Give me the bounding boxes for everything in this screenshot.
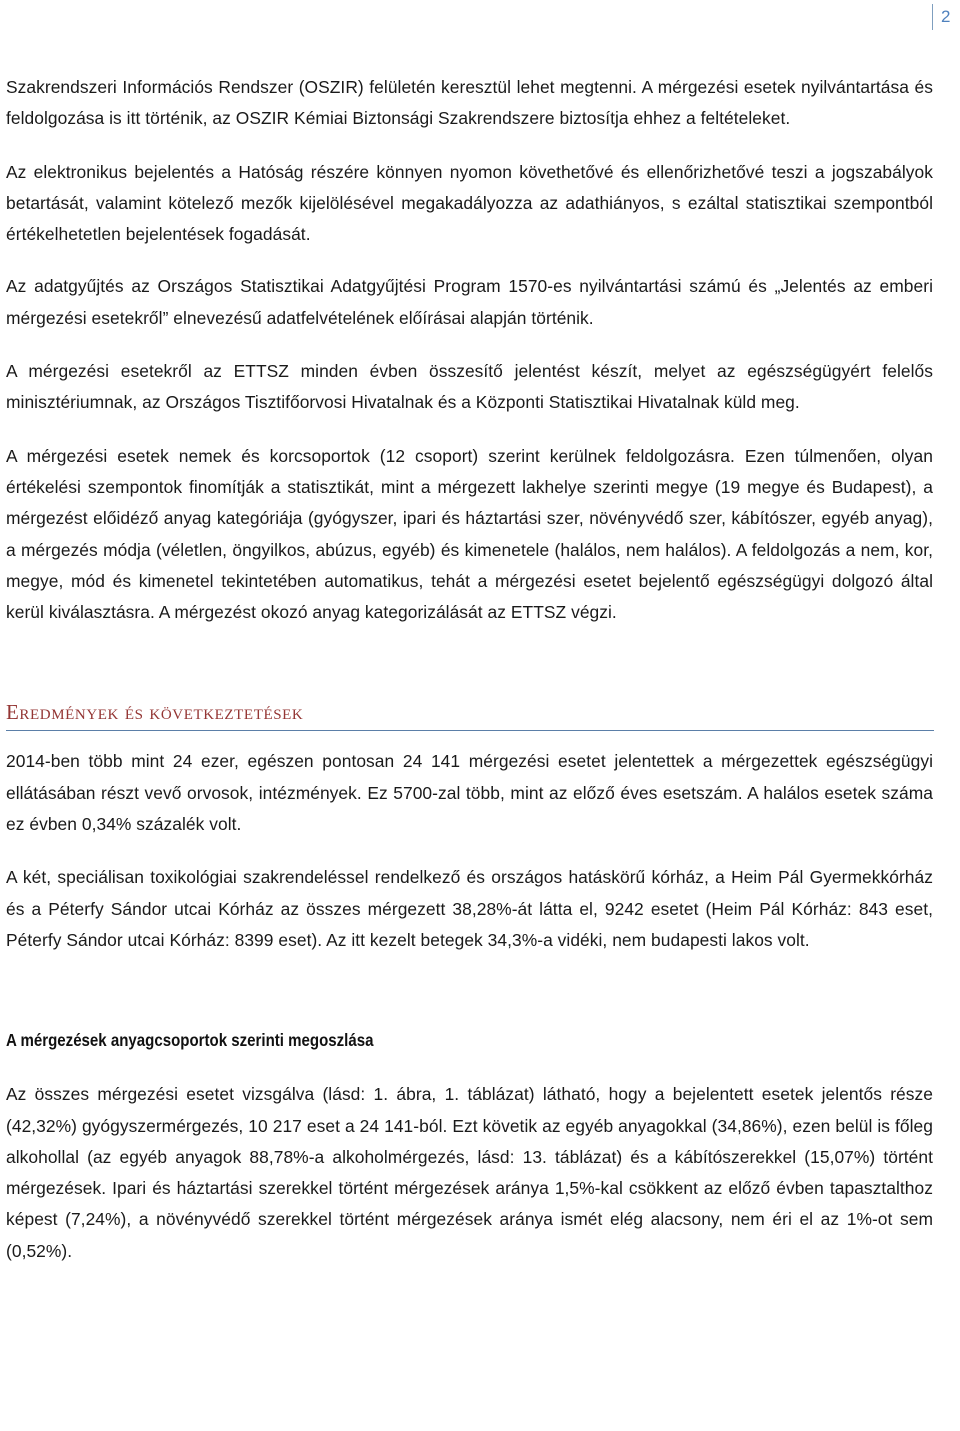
paragraph-processing: A mérgezési esetek nemek és korcsoportok (12 csoport) szerint kerülnek feldolgozásra. Ezen túlmenően, olyan értékelési szempontok finomítják a statisztikát, mint a mérgezett lakhelye szerinti megye (19 megye és Budapest), a mérgezést előidéző anyag kategóriája (gyógyszer, ipari és háztartási szer, növényvédő szer, kábítószer, egyéb anyag), a mérgezés módja (véletlen, öngyilkos, abúzus, egyéb) és kimenetele (halálos, nem halálos). A feldolgozás a nem, kor, megye, mód és kimenetel tekintetében automatikus, tehát a mérgezési esetet bejelentő egészségügyi dolgozó által kerül kiválasztásra. A mérgezést okozó anyag kategorizálását az ETTSZ végzi. <box>6 445 933 623</box>
subheading-substance-groups: A mérgezések anyagcsoportok szerinti megoszlása <box>6 1030 374 1051</box>
paragraph-data-collection: Az adatgyűjtés az Országos Statisztikai Adatgyűjtési Program 1570-es nyilvántartási számú és „Jelentés az emberi mérgezési esetekről” elnevezésű adatfelvételének előírásai alapján történik. <box>6 276 933 328</box>
paragraph-oszir: Szakrendszeri Információs Rendszer (OSZIR) felületén keresztül lehet megtenni. A mérgezési esetek nyilvántartása és feldolgozása is itt történik, az OSZIR Kémiai Biztonsági Szakrendszere biztosítja ehhez a feltételeket. <box>6 77 933 129</box>
paragraph-annual-report: A mérgezési esetekről az ETTSZ minden évben összesítő jelentést készít, melyet az egészségügyért felelős minisztériumnak, az Országos Tisztifőorvosi Hivatalnak és a Központi Statisztikai Hivatalnak küld meg. <box>6 361 933 413</box>
paragraph-substance-distribution: Az összes mérgezési esetet vizsgálva (lásd: 1. ábra, 1. táblázat) látható, hogy a bejelentett esetek jelentős része (42,32%) gyógyszermérgezés, 10 217 eset a 24 141-ból. Ezt követik az egyéb anyagokkal (34,86%), ezen belül is főleg alkohollal (az egyéb anyagok 88,78%-a alkoholmérgezés, lásd: 13. táblázat) és a kábítószerekkel (15,07%) történt mérgezések. Ipari és háztartási szerekkel történt mérgezések aránya 1,5%-kal csökkent az előző évben tapasztalthoz képest (7,24%), a növényvédő szerekkel történt mérgezések aránya ismét elég alacsony, nem éri el az 1%-ot sem (0,52%). <box>6 1084 933 1261</box>
paragraph-hospitals: A két, speciálisan toxikológiai szakrendeléssel rendelkező és országos hatáskörű kórház, a Heim Pál Gyermekkórház és a Péterfy Sándor utcai Kórház az összes mérgezett 38,28%-át látta el, 9242 esetet (Heim Pál Kórház: 843 eset, Péterfy Sándor utcai Kórház: 8399 eset). Az itt kezelt betegek 34,3%-a vidéki, nem budapesti lakos volt. <box>6 867 933 950</box>
paragraph-case-count: 2014-ben több mint 24 ezer, egészen pontosan 24 141 mérgezési esetet jelentettek a mérgezettek egészségügyi ellátásában részt vevő orvosok, intézmények. Ez 5700-zal több, mint az előző éves esetszám. A halálos esetek száma ez évben 0,34% százalék volt. <box>6 751 933 835</box>
page-number: 2 <box>932 4 950 30</box>
document-body <box>6 72 933 1267</box>
section-heading-results: Eredmények és következtetések <box>6 699 934 731</box>
paragraph-electronic-reporting: Az elektronikus bejelentés a Hatóság részére könnyen nyomon követhetővé és ellenőrizhetővé teszi a jogszabályok betartását, valamint kötelező mezők kijelölésével megakadályozza az adathiányos, s ezáltal statisztikai szempontból értékelhetetlen bejelentések fogadását. <box>6 161 933 245</box>
